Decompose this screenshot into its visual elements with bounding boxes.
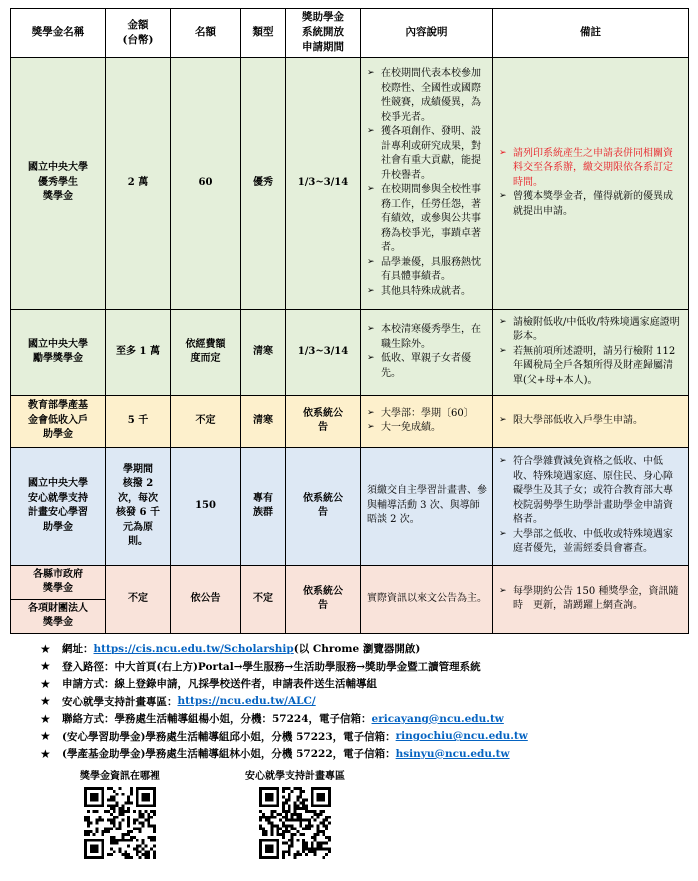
quota-cell: 不定 [171,395,241,447]
info-item-alc: ★ 安心就學支持計畫專區： https://ncu.edu.tw/ALC/ [40,694,316,709]
info-item-apply-method: ★ 申請方式：線上登錄申請，凡採學校送件者，申請表件送生活輔導組 [40,676,377,691]
type-cell: 專有 族群 [241,447,286,565]
qr-block-scholarship [60,767,180,859]
type-cell: 清寒 [241,309,286,395]
table-row-encourage [11,309,689,395]
table-header-row [11,9,689,58]
note-item: ➢ 限大學部低收入戶學生申請。 [499,414,682,429]
desc-item: ➢ 低收、單親子女者優先。 [367,352,487,381]
header-period: 獎助學金 系統開放 申請期間 [286,9,361,58]
star-icon: ★ [40,659,51,674]
note-item: ➢ 若無前項所述證明，請另行檢附 112 年國稅局全戶各類所得及財產歸屬清單(父+母+本人)。 [499,345,682,389]
desc-item: ➢ 品學兼優，具服務熱忱有具體事績者。 [367,256,487,285]
info-item-contact-chiu: ★ (安心學習助學金)學務處生活輔導組邱小姐，分機 57223，電子信箱： ringochiu@ncu.edu.tw [40,729,528,744]
note-cell [493,565,689,633]
scholarship-name: 各項財團法人 獎學金 [11,599,106,633]
note-item: ➢ 大學部之低收、中低收或特殊境遇家庭者優先，並需經委員會審查。 [499,528,682,557]
header-amount: 金額 (台幣) [106,9,171,58]
star-icon: ★ [40,641,51,656]
scholarship-name: 教育部學產基 金會低收入戶 助學金 [11,395,106,447]
period-cell: 依系統公 告 [286,447,361,565]
star-icon: ★ [40,729,51,744]
scholarship-name: 國立中央大學 優秀學生 獎學金 [11,57,106,309]
email-link-yang[interactable]: ericayang@ncu.edu.tw [371,712,504,725]
note-item-red: ➢ 請列印系統產生之申請表併同相關資料交至各系辦，繳交期限依各系訂定時間。 [499,147,682,191]
amount-cell: 5 千 [106,395,171,447]
alc-link[interactable]: https://ncu.edu.tw/ALC/ [177,695,316,708]
desc-item: ➢ 本校清寒優秀學生，在職生除外。 [367,323,487,352]
amount-cell: 2 萬 [106,57,171,309]
note-item: ➢ 請檢附低收/中低收/特殊境遇家庭證明影本。 [499,316,682,345]
table-row-moe [11,395,689,447]
qr-code-icon[interactable] [259,787,331,859]
scholarship-table [10,8,689,634]
qr-title: 安心就學支持計畫專區 [245,771,345,782]
header-desc: 內容說明 [361,9,493,58]
star-icon: ★ [40,676,51,691]
amount-cell: 不定 [106,565,171,633]
note-item: ➢ 符合學雜費減免資格之低收、中低收、特殊境遇家庭、原住民、身心障礙學生及其子女；或符合教育部大專校院弱勢學生助學計畫助學金申請資格者。 [499,455,682,528]
header-quota: 名額 [171,9,241,58]
note-item: ➢ 曾獲本獎學金者，僅得就新的優異成就提出申請。 [499,190,682,219]
scholarship-name: 各縣市政府 獎學金 [11,565,106,599]
quota-cell: 依公告 [171,565,241,633]
star-icon: ★ [40,746,51,761]
table-row-secure [11,447,689,565]
info-list [40,640,690,763]
desc-item: ➢ 其他具特殊成就者。 [367,285,487,300]
period-cell: 依系統公 告 [286,395,361,447]
email-link-chiu[interactable]: ringochiu@ncu.edu.tw [395,730,528,743]
desc-cell [361,395,493,447]
table-row-county [11,565,689,599]
email-link-lin[interactable]: hsinyu@ncu.edu.tw [395,747,510,760]
period-cell: 1/3~3/14 [286,57,361,309]
desc-item: ➢ 獲各項創作、發明、設計專利或研究成果，對社會有重大貢獻，能提升校譽者。 [367,125,487,183]
info-item-url: ★ 網址： https://cis.ncu.edu.tw/Scholarship (以 Chrome 瀏覽器開啟) [40,641,421,656]
info-item-contact-lin: ★ (學產基金助學金)學務處生活輔導組林小姐，分機 57222，電子信箱： hsinyu@ncu.edu.tw [40,746,510,761]
qr-code-icon[interactable] [84,787,156,859]
note-cell [493,395,689,447]
period-cell: 依系統公 告 [286,565,361,633]
desc-item: ➢ 大一免成績。 [367,421,487,436]
info-item-login-path: ★ 登入路徑：中大首頁(右上方)Portal→學生服務→生活助學服務→獎助學金暨工讀管理系統 [40,659,481,674]
quota-cell: 依經費額 度而定 [171,309,241,395]
note-item: ➢ 每學期約公告 150 種獎學金，資訊隨時 更新，請踴躍上網查詢。 [499,585,682,614]
type-cell: 優秀 [241,57,286,309]
scholarship-link[interactable]: https://cis.ncu.edu.tw/Scholarship [93,642,294,655]
qr-title: 獎學金資訊在哪裡 [80,771,160,782]
desc-item: ➢ 大學部：學期〔60〕 [367,407,487,422]
note-cell [493,57,689,309]
header-type: 類型 [241,9,286,58]
desc-cell: 實際資訊以來文公告為主。 [361,565,493,633]
note-cell [493,447,689,565]
amount-cell: 學期間 核撥 2 次，每次 核發 6 千 元為原 則。 [106,447,171,565]
header-name: 獎學金名稱 [11,9,106,58]
type-cell: 不定 [241,565,286,633]
desc-cell [361,309,493,395]
desc-item: ➢ 在校期間參與全校性事務工作，任勞任怨，著有績效，或參與公共事務為校爭光，事蹟卓著者。 [367,183,487,256]
qr-block-alc [225,767,365,859]
type-cell: 清寒 [241,395,286,447]
star-icon: ★ [40,694,51,709]
period-cell: 1/3~3/14 [286,309,361,395]
table-row-excellent [11,57,689,309]
info-item-contact: ★ 聯絡方式：學務處生活輔導組楊小姐，分機：57224，電子信箱： ericayang@ncu.edu.tw [40,711,504,726]
quota-cell: 60 [171,57,241,309]
note-cell [493,309,689,395]
desc-cell: 須繳交自主學習計畫書、參與輔導活動 3 次、與導師晤談 2 次。 [361,447,493,565]
scholarship-name: 國立中央大學 勵學獎學金 [11,309,106,395]
desc-cell [361,57,493,309]
quota-cell: 150 [171,447,241,565]
amount-cell: 至多 1 萬 [106,309,171,395]
desc-item: ➢ 在校期間代表本校參加校際性、全國性或國際性競賽，成績優異，為校爭光者。 [367,67,487,125]
scholarship-name: 國立中央大學 安心就學支持 計畫安心學習 助學金 [11,447,106,565]
star-icon: ★ [40,711,51,726]
header-note: 備註 [493,9,689,58]
